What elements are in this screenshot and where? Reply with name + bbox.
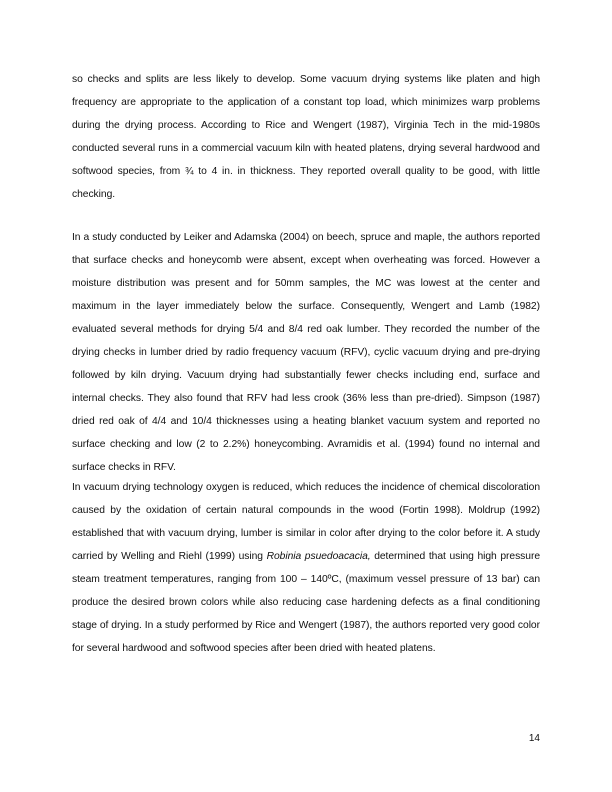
paragraph-text-before-species: In vacuum drying technology oxygen is reduced, which reduces the incidence of chemical discoloration caused by the oxidation of certain natural compounds in the wood (Fortin 1998). Moldrup (1992) established that with vacuum drying, lumber is similar in color after drying to the color before it. A study carried by Welling and Riehl (1999) using xyxy=(72,482,540,562)
species-name-italic: Robinia psuedoacacia, xyxy=(266,551,371,562)
paragraph-checks-and-honeycomb: In a study conducted by Leiker and Adamska (2004) on beech, spruce and maple, the authors reported that surface checks and honeycomb were absent, except when overheating was forced. However a moisture distribution was present and for 50mm samples, the MC was lowest at the center and maximum in the layer immediately below the surface. Consequently, Wengert and Lamb (1982) evaluated several methods for drying 5/4 and 8/4 red oak lumber. They recorded the number of the drying checks in lumber dried by radio frequency vacuum (RFV), cyclic vacuum drying and pre-drying followed by kiln drying. Vacuum drying had substantially fewer checks including end, surface and internal checks. They also found that RFV had less crook (36% less than pre-dried). Simpson (1987) dried red oak of 4/4 and 10/4 thicknesses using a heating blanket vacuum system and reported no surface checking and low (2 to 2.2%) honeycombing. Avramidis et al. (1994) found no internal and surface checks in RFV. xyxy=(72,232,540,473)
paragraph-text-after-species: determined that using high pressure steam treatment temperatures, ranging from 100 – 140ºC, (maximum vessel pressure of 13 bar) can produce the desired brown colors while also reducing case hardening defects as a final conditioning stage of drying. In a study performed by Rice and Wengert (1987), the authors reported very good color for several hardwood and softwood species after been dried with heated platens. xyxy=(72,551,541,654)
paragraph-color-and-oxygen xyxy=(72,476,540,660)
paragraph-vacuum-drying-checks: so checks and splits are less likely to develop. Some vacuum drying systems like platen and high frequency are appropriate to the application of a constant top load, which minimizes warp problems during the drying process. According to Rice and Wengert (1987), Virginia Tech in the mid-1980s conducted several runs in a commercial vacuum kiln with heated platens, drying several hardwood and softwood species, from ¾ to 4 in. in thickness. They reported overall quality to be good, with little checking. xyxy=(72,74,540,200)
page-number: 14 xyxy=(528,733,540,744)
